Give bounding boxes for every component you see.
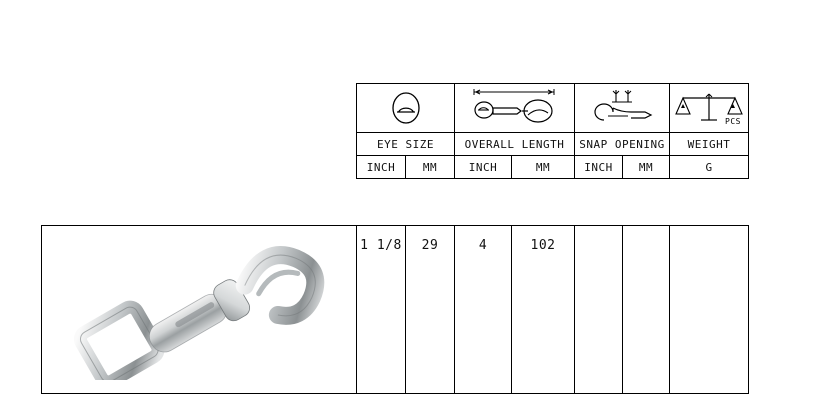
product-table	[41, 225, 749, 394]
cell-eye-size-inch: 1 1/8	[357, 226, 406, 394]
overall-length-unit-inch: INCH	[455, 156, 512, 179]
snap-opening-label: SNAP OPENING	[575, 133, 670, 156]
snap-opening-unit-inch: INCH	[575, 156, 623, 179]
overall-length-label: OVERALL LENGTH	[455, 133, 575, 156]
eye-size-unit-inch: INCH	[357, 156, 406, 179]
snap-opening-unit-mm: MM	[623, 156, 670, 179]
cell-overall-length-mm: 102	[512, 226, 575, 394]
weight-scale-icon	[670, 84, 748, 132]
cell-weight-g	[670, 226, 749, 394]
cell-eye-size-mm: 29	[406, 226, 455, 394]
spec-header-table	[356, 83, 749, 179]
weight-unit-g: G	[670, 156, 749, 179]
swivel-snap-hook-photo	[49, 240, 349, 380]
overall-length-icon-svg	[466, 86, 564, 130]
table-row	[42, 226, 749, 394]
cell-snap-opening-inch	[575, 226, 623, 394]
weight-label: WEIGHT	[670, 133, 749, 156]
spec-unit-row	[357, 156, 749, 179]
eye-size-icon	[357, 84, 454, 132]
eye-size-icon-cell	[357, 84, 455, 133]
spec-icon-row	[357, 84, 749, 133]
eye-size-unit-mm: MM	[406, 156, 455, 179]
cell-overall-length-inch: 4	[455, 226, 512, 394]
overall-length-icon-cell	[455, 84, 575, 133]
eye-size-icon-svg	[383, 86, 429, 130]
product-image-cell	[42, 226, 357, 394]
weight-scale-icon-svg	[673, 86, 745, 130]
overall-length-unit-mm: MM	[512, 156, 575, 179]
weight-icon-cell	[670, 84, 749, 133]
weight-icon-pcs-label: PCS	[725, 117, 741, 126]
snap-opening-icon-svg	[582, 86, 662, 130]
spec-name-row	[357, 133, 749, 156]
overall-length-icon	[455, 84, 574, 132]
snap-opening-icon	[575, 84, 669, 132]
eye-size-label: EYE SIZE	[357, 133, 455, 156]
snap-opening-icon-cell	[575, 84, 670, 133]
cell-snap-opening-mm	[623, 226, 670, 394]
